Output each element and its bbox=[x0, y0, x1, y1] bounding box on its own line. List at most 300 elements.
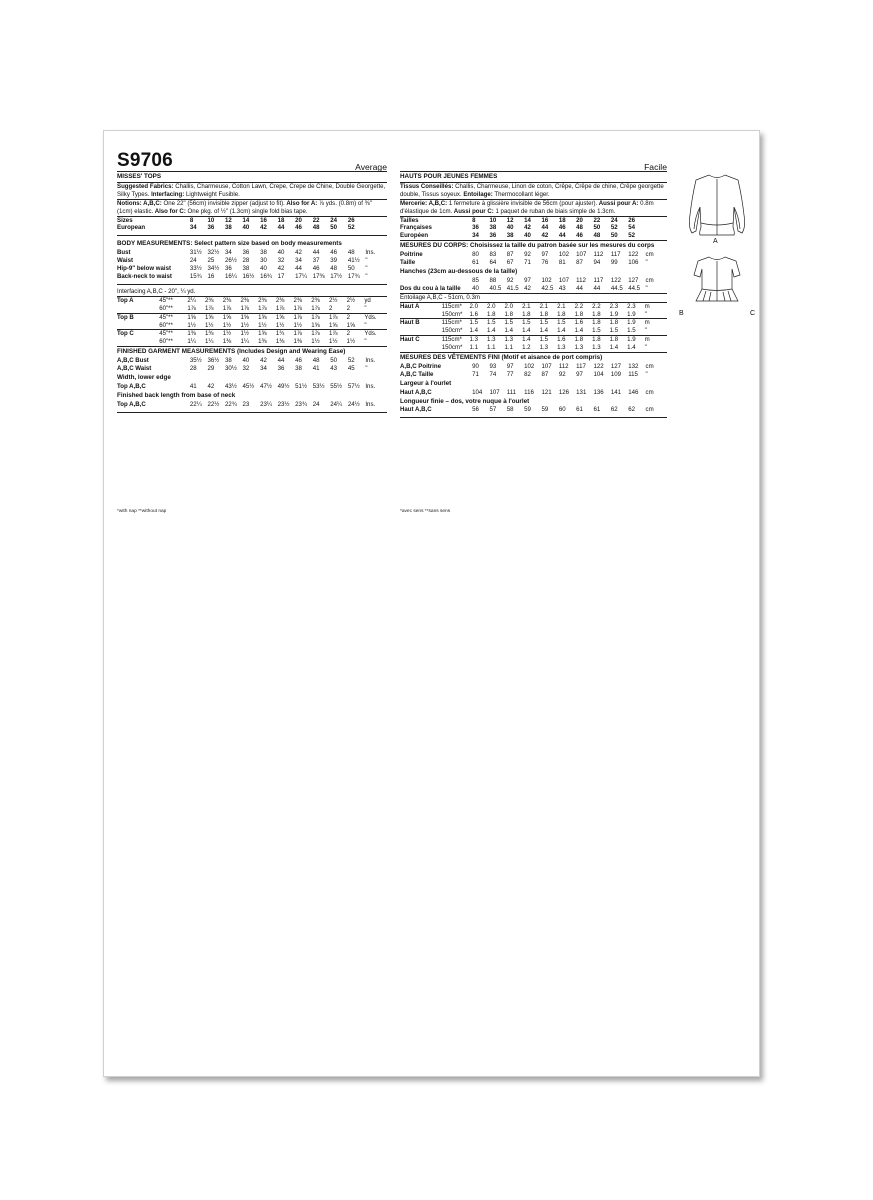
table-cell: 40 bbox=[260, 265, 267, 273]
table-cell: 24 bbox=[189, 257, 197, 265]
table-cell: 1⅜ bbox=[293, 338, 303, 346]
table-cell: 2⅜ bbox=[258, 296, 267, 304]
body-measurements-table bbox=[117, 249, 387, 281]
table-cell: 88 bbox=[489, 276, 497, 284]
table-cell: 59 bbox=[524, 406, 531, 414]
table-cell: 26 bbox=[628, 216, 635, 224]
table-row bbox=[117, 273, 387, 281]
sizes-table-fr bbox=[400, 217, 667, 241]
table-cell: 29 bbox=[207, 365, 215, 373]
table-cell: " bbox=[645, 284, 648, 292]
table-cell: 42.5 bbox=[541, 284, 554, 292]
table-cell: 1⅞ bbox=[311, 313, 320, 321]
table-cell: 104 bbox=[472, 388, 483, 396]
table-cell: 40.5 bbox=[489, 284, 502, 292]
table-cell: 38 bbox=[224, 224, 232, 232]
table-cell: 2⅜ bbox=[222, 296, 232, 304]
table-cell: 1.8 bbox=[487, 310, 496, 318]
table-cell: 1.3 bbox=[487, 336, 496, 344]
row-label: Haut A,B,C bbox=[400, 406, 432, 414]
table-cell: 40 bbox=[277, 249, 285, 257]
table-cell: 44 bbox=[576, 284, 583, 292]
table-cell: 1.9 bbox=[609, 310, 619, 318]
body-measurements-title-fr: MESURES DU CORPS: Choisissez la taille du patron basée sur les mesures du corps bbox=[400, 242, 655, 250]
table-cell: 14 bbox=[524, 216, 531, 224]
table-cell: " bbox=[645, 259, 648, 267]
figure-label-a: A bbox=[713, 238, 718, 245]
table-cell: 90 bbox=[472, 362, 479, 370]
table-cell: 17¾ bbox=[347, 272, 360, 280]
table-cell: 1⅞ bbox=[240, 304, 249, 312]
table-cell: 102 bbox=[558, 251, 569, 259]
table-cell: 80 bbox=[472, 251, 479, 259]
row-label bbox=[400, 344, 442, 352]
table-cell: 87 bbox=[541, 370, 549, 378]
table-cell: 1.5 bbox=[609, 327, 619, 335]
table-cell: 107 bbox=[489, 388, 500, 396]
table-cell: 10 bbox=[207, 216, 215, 224]
table-row bbox=[400, 406, 667, 414]
table-cell: 50 bbox=[330, 224, 338, 232]
body-measurements-title: BODY MEASUREMENTS: Select pattern size based on body measurements bbox=[117, 240, 342, 248]
table-cell: 97 bbox=[506, 362, 514, 370]
table-cell: 1.4 bbox=[574, 327, 584, 335]
table-cell: 41½ bbox=[347, 257, 360, 265]
table-cell: 104 bbox=[593, 370, 604, 378]
table-row bbox=[400, 311, 667, 319]
table-cell: 17⅜ bbox=[312, 272, 325, 280]
table-row bbox=[400, 371, 667, 379]
table-cell: 1½ bbox=[258, 321, 267, 329]
table-cell: 64 bbox=[489, 259, 497, 267]
footnote: *with nap **without nap bbox=[117, 509, 167, 514]
figure-label-b: B bbox=[679, 310, 684, 317]
table-cell: 1.5 bbox=[539, 319, 549, 327]
table-cell: 97 bbox=[576, 370, 583, 378]
table-cell: 1.8 bbox=[592, 310, 601, 318]
row-label: Bust bbox=[117, 249, 131, 257]
table-row bbox=[400, 232, 667, 240]
table-cell: 61 bbox=[576, 406, 583, 414]
table-cell: 36 bbox=[277, 365, 285, 373]
table-cell: 25 bbox=[207, 257, 215, 265]
table-cell: 34 bbox=[472, 232, 479, 240]
table-row bbox=[117, 330, 387, 338]
table-cell: 1.8 bbox=[539, 310, 549, 318]
table-cell: 22½ bbox=[207, 400, 220, 408]
table-cell: cm bbox=[645, 388, 654, 396]
notions-fr: Mercerie: A,B,C: 1 fermeture à glissière invisible de 56cm (pour ajuster). Aussi pour A: 0.8m d'élastique de 1cm. Aussi pour C: 1 paquet de ruban de biais simple de 1.3cm. bbox=[400, 199, 654, 215]
table-row bbox=[400, 344, 667, 352]
table-cell: " bbox=[365, 265, 368, 273]
table-cell: 83 bbox=[489, 251, 497, 259]
finished-measurements-table bbox=[117, 357, 387, 373]
table-cell: Yds. bbox=[364, 313, 377, 321]
table-cell: 46 bbox=[330, 249, 338, 257]
table-cell: 1⅞ bbox=[293, 330, 303, 338]
table-cell: 1.2 bbox=[522, 344, 531, 352]
table-row bbox=[117, 338, 387, 346]
table-cell: 36 bbox=[207, 224, 215, 232]
table-cell: 1⅝ bbox=[205, 313, 214, 321]
table-cell: 1.9 bbox=[627, 336, 636, 344]
table-cell: 1.6 bbox=[574, 319, 584, 327]
table-cell: 77 bbox=[506, 370, 514, 378]
table-cell: 2⅜ bbox=[205, 296, 214, 304]
table-cell: 1⅝ bbox=[328, 321, 338, 329]
finished-measurements-title: FINISHED GARMENT MEASUREMENTS (Includes Design and Wearing Ease) bbox=[117, 348, 346, 356]
table-cell: 1.8 bbox=[522, 310, 531, 318]
table-cell: 150cm* bbox=[441, 310, 463, 318]
table-cell: 23½ bbox=[277, 400, 290, 408]
table-cell: 2.1 bbox=[522, 302, 531, 310]
table-cell: 18 bbox=[277, 216, 285, 224]
row-label bbox=[400, 327, 442, 335]
table-cell: 40 bbox=[472, 284, 479, 292]
table-cell: 17¼ bbox=[295, 272, 308, 280]
table-cell: 2.0 bbox=[504, 302, 514, 310]
table-cell: 126 bbox=[558, 388, 569, 396]
table-cell: " bbox=[364, 321, 367, 329]
table-cell: 2.3 bbox=[609, 302, 619, 310]
table-cell: 45"** bbox=[159, 296, 173, 304]
table-cell: 48 bbox=[312, 224, 320, 232]
table-cell: 44 bbox=[558, 232, 566, 240]
table-cell: 1⅞ bbox=[311, 330, 320, 338]
table-cell: 102 bbox=[524, 362, 535, 370]
table-cell: 122 bbox=[610, 276, 622, 284]
table-cell: " bbox=[365, 272, 368, 280]
table-cell: 50 bbox=[610, 232, 618, 240]
table-cell: 115cm* bbox=[441, 319, 462, 327]
table-cell: 1.4 bbox=[522, 327, 531, 335]
table-cell: 34 bbox=[189, 224, 197, 232]
back-length-table bbox=[117, 401, 387, 409]
table-cell: 41 bbox=[312, 365, 320, 373]
table-cell bbox=[646, 224, 667, 232]
table-cell: 36½ bbox=[207, 357, 220, 365]
table-row bbox=[117, 322, 387, 330]
table-cell: 40 bbox=[506, 224, 514, 232]
row-label: Dos du cou à la taille bbox=[400, 284, 461, 292]
table-cell: 24 bbox=[330, 216, 338, 224]
table-cell: 121 bbox=[541, 388, 552, 396]
table-cell: 45½ bbox=[242, 382, 255, 390]
table-cell: 59 bbox=[541, 406, 549, 414]
hips-label-fr: Hanches (23cm au-dessous de la taille) bbox=[400, 267, 518, 275]
table-cell: 43 bbox=[330, 365, 338, 373]
table-cell: 22¾ bbox=[224, 400, 237, 408]
table-cell: 54 bbox=[628, 224, 635, 232]
table-cell: 87 bbox=[506, 251, 514, 259]
table-cell: m bbox=[644, 319, 650, 327]
table-cell: 50 bbox=[330, 357, 338, 365]
table-cell: 1½ bbox=[222, 330, 232, 338]
table-cell: 102 bbox=[541, 276, 552, 284]
table-cell: 41 bbox=[189, 382, 197, 390]
skill-level-fr: Facile bbox=[644, 162, 667, 172]
section-title-fr: HAUTS POUR JEUNES FEMMES bbox=[400, 173, 498, 180]
table-cell: 34 bbox=[295, 257, 302, 265]
table-cell: 1.5 bbox=[539, 336, 549, 344]
table-cell: 16¾ bbox=[260, 272, 272, 280]
table-cell: 1⅝ bbox=[275, 313, 285, 321]
row-label: Taille bbox=[400, 259, 416, 267]
table-cell: 10 bbox=[489, 216, 497, 224]
table-cell: 45"** bbox=[159, 313, 173, 321]
table-cell: 1½ bbox=[328, 338, 338, 346]
table-cell: 1.3 bbox=[539, 344, 549, 352]
table-cell: 22¼ bbox=[189, 400, 202, 408]
table-cell: 36 bbox=[472, 224, 479, 232]
table-cell: 1½ bbox=[293, 321, 303, 329]
table-cell: 1.9 bbox=[627, 319, 636, 327]
table-cell: 92 bbox=[506, 276, 514, 284]
table-cell: 45"** bbox=[159, 330, 173, 338]
table-cell: 1⅝ bbox=[258, 330, 267, 338]
table-cell: 112 bbox=[558, 362, 569, 370]
table-cell: 1⅜ bbox=[275, 338, 285, 346]
view-a-drawing bbox=[689, 175, 744, 235]
table-cell: 1.3 bbox=[592, 344, 601, 352]
table-cell: 1½ bbox=[240, 330, 249, 338]
table-row bbox=[117, 297, 387, 305]
table-cell: 8 bbox=[189, 216, 194, 224]
table-cell: 112 bbox=[593, 251, 604, 259]
table-cell: 24½ bbox=[347, 400, 360, 408]
table-row bbox=[117, 257, 387, 265]
table-cell: 23 bbox=[242, 400, 250, 408]
table-cell: 2½ bbox=[346, 296, 356, 304]
table-row bbox=[400, 277, 667, 285]
table-row bbox=[400, 363, 667, 371]
table-cell: 2½ bbox=[328, 296, 338, 304]
back-view-drawings bbox=[676, 171, 758, 326]
table-cell: cm bbox=[645, 276, 654, 284]
table-row bbox=[117, 313, 387, 321]
row-label: Waist bbox=[117, 257, 134, 265]
table-cell: 92 bbox=[524, 251, 531, 259]
table-cell: 26 bbox=[347, 216, 355, 224]
table-cell: 1⅞ bbox=[328, 313, 338, 321]
garment-illustrations bbox=[676, 171, 758, 326]
row-label: Haut C bbox=[400, 336, 420, 344]
table-cell: yd bbox=[364, 296, 371, 304]
table-cell: 71 bbox=[524, 259, 531, 267]
table-row bbox=[117, 365, 387, 373]
table-cell: 1.4 bbox=[522, 336, 531, 344]
table-cell: 32½ bbox=[207, 249, 220, 257]
table-cell: 1½ bbox=[205, 321, 214, 329]
table-cell: 117 bbox=[610, 251, 621, 259]
table-row bbox=[400, 224, 667, 232]
finished-measurements-title-fr: MESURES DES VÊTEMENTS FINI (Motif et aisance de port compris) bbox=[400, 354, 603, 362]
table-cell: 48 bbox=[576, 224, 583, 232]
table-cell: 48 bbox=[593, 232, 601, 240]
table-cell: 1¾ bbox=[275, 330, 285, 338]
table-cell: " bbox=[364, 338, 367, 346]
table-cell: 1.8 bbox=[609, 336, 619, 344]
table-cell: 42 bbox=[260, 357, 267, 365]
table-cell: 1.4 bbox=[539, 327, 549, 335]
table-row bbox=[400, 285, 667, 293]
table-cell: 116 bbox=[524, 388, 534, 396]
table-cell: 1⅜ bbox=[222, 338, 232, 346]
table-cell: 52 bbox=[347, 357, 355, 365]
table-cell: 1.4 bbox=[469, 327, 478, 335]
table-cell: 60"** bbox=[159, 338, 173, 346]
table-cell: 46 bbox=[312, 265, 320, 273]
table-row bbox=[117, 305, 387, 313]
table-row bbox=[400, 303, 667, 311]
back-length-label-fr: Longueur finie – dos, votre nuque à l'ourlet bbox=[400, 397, 530, 405]
table-row bbox=[400, 217, 667, 225]
table-cell: 30 bbox=[260, 257, 267, 265]
figure-label-c: C bbox=[750, 310, 756, 317]
table-cell: 94 bbox=[593, 259, 601, 267]
table-cell: 81 bbox=[558, 259, 566, 267]
table-cell: 146 bbox=[628, 388, 639, 396]
table-cell: 53½ bbox=[312, 382, 325, 390]
table-cell bbox=[365, 224, 387, 232]
table-cell: 44 bbox=[277, 357, 285, 365]
table-cell: 44 bbox=[593, 284, 601, 292]
table-cell: 43 bbox=[558, 284, 566, 292]
table-cell: 24¼ bbox=[330, 400, 343, 408]
table-cell: 115 bbox=[628, 370, 638, 378]
table-cell: 1⅝ bbox=[346, 321, 356, 329]
table-cell: 1.8 bbox=[592, 319, 601, 327]
table-cell: 1⅜ bbox=[258, 338, 267, 346]
table-cell: 42 bbox=[295, 249, 302, 257]
table-cell: 38 bbox=[224, 357, 232, 365]
pattern-envelope-back bbox=[103, 130, 760, 1077]
table-cell: 109 bbox=[610, 370, 622, 378]
pattern-number: S9706 bbox=[117, 150, 173, 171]
table-cell: 1⅝ bbox=[311, 321, 320, 329]
table-cell: 52 bbox=[628, 232, 635, 240]
table-cell: 44 bbox=[277, 224, 285, 232]
table-cell: 56 bbox=[472, 406, 479, 414]
table-cell: 32 bbox=[242, 365, 250, 373]
row-label: Françaises bbox=[400, 224, 432, 232]
table-cell: " bbox=[644, 310, 647, 318]
table-cell: 42 bbox=[524, 224, 531, 232]
table-cell: 1⅝ bbox=[187, 313, 196, 321]
table-cell: 44.5 bbox=[610, 284, 623, 292]
back-length-table-fr bbox=[400, 406, 667, 414]
back-length-label: Finished back length from base of neck bbox=[117, 391, 236, 399]
table-cell: " bbox=[364, 304, 367, 312]
table-cell: 44.5 bbox=[628, 284, 641, 292]
table-cell: 40 bbox=[524, 232, 531, 240]
table-cell: 1½ bbox=[187, 321, 196, 329]
width-lower-edge-label-fr: Largeur à l'ourlet bbox=[400, 379, 452, 387]
yardage-table-fr bbox=[400, 303, 667, 352]
notions: Notions: A,B,C: One 22" (56cm) invisible zipper (adjust to fit). Also for A: ⅞ yds. (0.8m) of ⅜" (1cm) elastic. Also for C: One pkg. of ½" (1.3cm) single fold bias tape. bbox=[117, 199, 372, 215]
width-lower-edge-label: Width, lower edge bbox=[117, 373, 171, 381]
table-row bbox=[117, 217, 387, 225]
table-cell: 55½ bbox=[330, 382, 343, 390]
row-label bbox=[400, 311, 442, 319]
table-cell: Yds. bbox=[364, 330, 377, 338]
table-cell: 1⅞ bbox=[311, 304, 320, 312]
table-cell: 1.4 bbox=[627, 344, 636, 352]
table-cell: 1.5 bbox=[522, 319, 531, 327]
row-label bbox=[117, 322, 159, 330]
table-cell: 38 bbox=[295, 365, 302, 373]
table-cell: 43½ bbox=[224, 382, 237, 390]
suggested-fabrics: Suggested Fabrics: Challis, Charmeuse, Cotton Lawn, Crepe, Crepe de Chine, Double Georgette, Silky Types. Interfacing: Lightweight Fusible. bbox=[117, 182, 386, 198]
table-row bbox=[400, 336, 667, 344]
table-cell: 20 bbox=[295, 216, 302, 224]
table-cell: 122 bbox=[628, 251, 639, 259]
table-cell: 131 bbox=[576, 388, 587, 396]
table-cell: Ins. bbox=[365, 357, 376, 365]
row-label: A,B,C Waist bbox=[117, 365, 152, 373]
row-label: Top A bbox=[117, 296, 134, 304]
table-cell: 48 bbox=[330, 265, 338, 273]
table-cell: 47½ bbox=[260, 382, 272, 390]
table-cell: 122 bbox=[593, 362, 604, 370]
table-cell: 60"** bbox=[159, 321, 173, 329]
table-cell: 17 bbox=[277, 272, 285, 280]
row-label bbox=[400, 277, 472, 285]
row-label bbox=[117, 305, 159, 313]
table-cell: 1⅞ bbox=[293, 313, 303, 321]
table-row bbox=[117, 224, 387, 232]
table-cell: 24 bbox=[610, 216, 618, 224]
table-row bbox=[400, 259, 667, 267]
table-cell: 57 bbox=[489, 406, 497, 414]
table-cell: 22 bbox=[312, 216, 320, 224]
width-lower-edge-table-fr bbox=[400, 389, 667, 397]
table-cell: 60"** bbox=[159, 304, 173, 312]
table-cell: 1.6 bbox=[557, 336, 566, 344]
row-label: Hip-9" below waist bbox=[117, 265, 172, 273]
table-cell: 112 bbox=[576, 276, 586, 284]
table-cell: 16 bbox=[207, 272, 215, 280]
table-cell: 2 bbox=[346, 304, 351, 312]
table-cell: 1.8 bbox=[574, 336, 584, 344]
table-cell: 62 bbox=[610, 406, 618, 414]
table-cell: 36 bbox=[242, 249, 250, 257]
table-cell: 136 bbox=[593, 388, 604, 396]
table-cell: 38 bbox=[506, 232, 514, 240]
table-cell: 46 bbox=[295, 357, 302, 365]
table-cell: 52 bbox=[610, 224, 618, 232]
table-cell: " bbox=[644, 327, 647, 335]
table-cell: 33½ bbox=[189, 265, 202, 273]
table-cell: 42 bbox=[260, 224, 267, 232]
table-cell: 2.1 bbox=[557, 302, 566, 310]
table-cell: 1⅞ bbox=[293, 304, 303, 312]
table-cell: 16½ bbox=[242, 272, 255, 280]
table-cell: 2 bbox=[346, 330, 351, 338]
table-cell: 117 bbox=[593, 276, 604, 284]
table-cell: 37 bbox=[312, 257, 320, 265]
table-cell: 1.5 bbox=[487, 319, 496, 327]
table-cell: 23¾ bbox=[295, 400, 308, 408]
table-cell: 32 bbox=[277, 257, 285, 265]
table-cell: 1.9 bbox=[627, 310, 636, 318]
table-cell: 46 bbox=[576, 232, 583, 240]
table-cell: 127 bbox=[610, 362, 622, 370]
table-cell: 99 bbox=[610, 259, 618, 267]
table-cell: m bbox=[644, 336, 650, 344]
english-column bbox=[117, 131, 387, 413]
table-cell bbox=[646, 232, 667, 240]
